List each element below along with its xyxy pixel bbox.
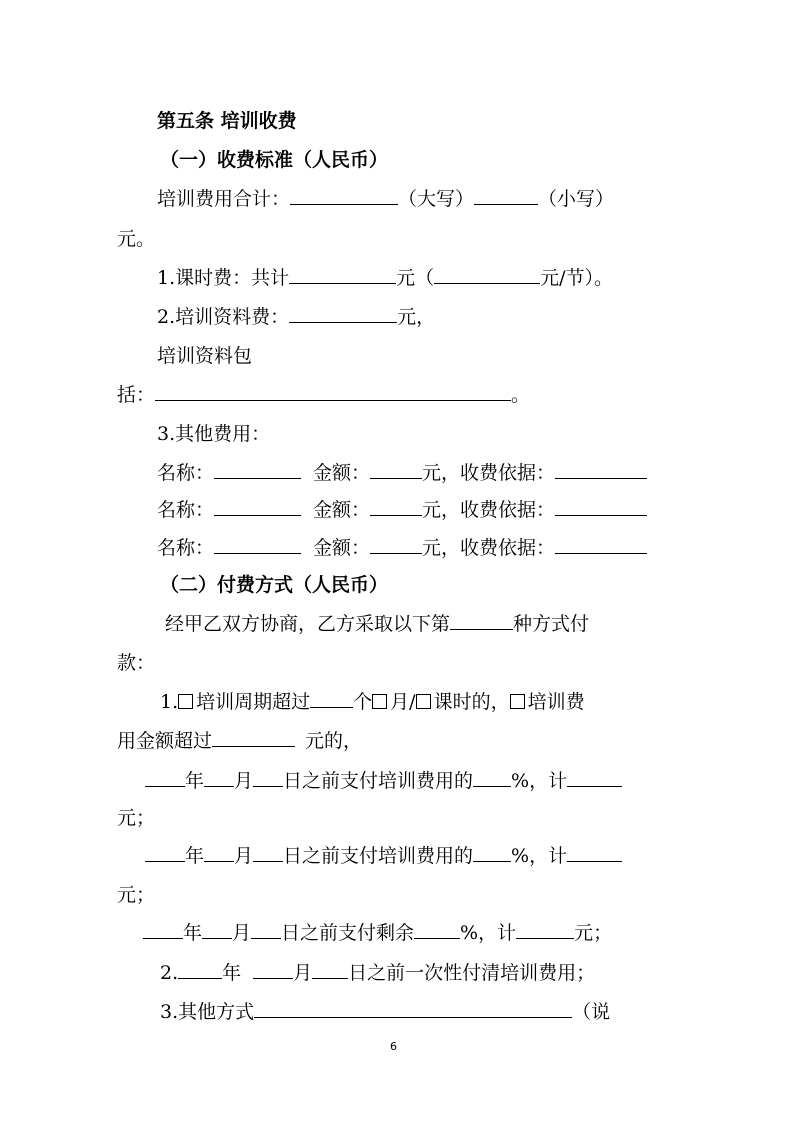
payment-option-blank[interactable] bbox=[450, 611, 513, 630]
remaining-percent-blank[interactable] bbox=[414, 920, 460, 939]
other-basis-blank[interactable] bbox=[555, 497, 647, 516]
month-blank[interactable] bbox=[204, 843, 234, 862]
remaining-amount-blank[interactable] bbox=[516, 920, 574, 939]
other-basis-label: 元，收费依据： bbox=[422, 462, 556, 484]
month-blank[interactable] bbox=[253, 960, 293, 979]
total-fee-line bbox=[157, 186, 614, 212]
other-method-blank[interactable] bbox=[254, 999, 572, 1018]
lesson-fee-line bbox=[157, 265, 613, 291]
remaining-unit: 元； bbox=[574, 922, 613, 944]
lesson-fee-label: 1.课时费：共计 bbox=[157, 267, 290, 289]
payment-intro-b: 种方式付 bbox=[513, 613, 590, 635]
total-lower-blank[interactable] bbox=[474, 186, 538, 205]
option1-prefix: 1. bbox=[160, 691, 179, 713]
option1-c: 月/ bbox=[390, 691, 416, 713]
fee-standard-heading: （一）收费标准（人民币） bbox=[160, 149, 389, 171]
other-fee-label: 3.其他费用： bbox=[157, 423, 271, 445]
other-amount-blank[interactable] bbox=[370, 535, 422, 554]
other-name-label: 名称： bbox=[157, 462, 215, 484]
month-label: 月 bbox=[234, 770, 254, 792]
other-amount-label: 金额： bbox=[313, 537, 371, 559]
day-blank[interactable] bbox=[253, 768, 283, 787]
other-fee-row bbox=[157, 535, 647, 561]
installment-amount-blank[interactable] bbox=[567, 843, 622, 862]
month-label: 月 bbox=[234, 845, 254, 867]
option2-line bbox=[160, 960, 595, 986]
period-checkbox[interactable] bbox=[178, 694, 193, 709]
amount-threshold-blank[interactable] bbox=[212, 728, 295, 747]
other-basis-blank[interactable] bbox=[555, 460, 647, 479]
payment-intro-a: 经甲乙双方协商，乙方采取以下第 bbox=[165, 613, 451, 635]
option3-line bbox=[160, 999, 610, 1025]
day-blank[interactable] bbox=[312, 960, 348, 979]
percent-blank[interactable] bbox=[473, 843, 511, 862]
other-amount-blank[interactable] bbox=[370, 497, 422, 516]
month-label: 月 bbox=[232, 922, 252, 944]
option3-label: 3.其他方式 bbox=[160, 1001, 255, 1023]
year-label: 年 bbox=[222, 962, 242, 984]
day-pay-label: 日之前支付培训费用的 bbox=[283, 770, 474, 792]
installment-line-1 bbox=[145, 768, 622, 794]
total-fee-label: 培训费用合计： bbox=[157, 188, 291, 210]
other-name-blank[interactable] bbox=[214, 535, 301, 554]
material-include-blank[interactable] bbox=[155, 382, 511, 401]
total-fee-unit: 元。 bbox=[117, 228, 156, 250]
installment-unit-2: 元； bbox=[117, 884, 156, 906]
period-blank[interactable] bbox=[310, 689, 353, 708]
month-checkbox[interactable] bbox=[372, 694, 387, 709]
payment-heading: （二）付费方式（人民币） bbox=[160, 574, 389, 596]
material-fee-unit: 元， bbox=[397, 306, 436, 328]
percent-blank[interactable] bbox=[473, 768, 511, 787]
installment-unit-1: 元； bbox=[117, 807, 156, 829]
installment-amount-blank[interactable] bbox=[567, 768, 622, 787]
other-name-blank[interactable] bbox=[214, 497, 301, 516]
option1-d: 课时的， bbox=[433, 691, 510, 713]
installment-line-2 bbox=[145, 843, 622, 869]
option2-prefix: 2. bbox=[160, 962, 179, 984]
option1-g: 元的， bbox=[305, 730, 363, 752]
total-lower-label: （小写） bbox=[538, 188, 615, 210]
month-label: 月 bbox=[293, 962, 313, 984]
lesson-checkbox[interactable] bbox=[416, 694, 431, 709]
payment-intro-line bbox=[165, 611, 589, 637]
other-fee-row bbox=[157, 460, 647, 486]
option1-line bbox=[160, 689, 585, 715]
material-fee-blank[interactable] bbox=[289, 304, 397, 323]
year-label: 年 bbox=[185, 845, 205, 867]
percent-total-label: %，计 bbox=[511, 770, 568, 792]
payment-intro-end: 款： bbox=[117, 652, 156, 674]
other-name-label: 名称： bbox=[157, 499, 215, 521]
option2-tail: 日之前一次性付清培训费用； bbox=[348, 962, 596, 984]
material-fee-line bbox=[157, 304, 435, 330]
day-blank[interactable] bbox=[253, 843, 283, 862]
option3-tail: （说 bbox=[572, 1001, 611, 1023]
material-fee-label: 2.培训资料费： bbox=[157, 306, 290, 328]
month-blank[interactable] bbox=[202, 920, 232, 939]
amount-checkbox[interactable] bbox=[510, 694, 525, 709]
other-fee-row bbox=[157, 497, 647, 523]
month-blank[interactable] bbox=[204, 768, 234, 787]
other-name-blank[interactable] bbox=[214, 460, 301, 479]
other-amount-label: 金额： bbox=[313, 462, 371, 484]
lesson-end: 元/节）。 bbox=[540, 267, 614, 289]
year-blank[interactable] bbox=[145, 768, 185, 787]
year-blank[interactable] bbox=[145, 843, 185, 862]
option1-amount-line bbox=[117, 728, 362, 754]
section-title: 第五条 培训收费 bbox=[157, 110, 297, 132]
percent-total-label: %，计 bbox=[511, 845, 568, 867]
day-rest-label: 日之前支付剩余 bbox=[281, 922, 415, 944]
option1-a: 培训周期超过 bbox=[196, 691, 311, 713]
option1-f: 用金额超过 bbox=[117, 730, 213, 752]
other-basis-blank[interactable] bbox=[555, 535, 647, 554]
other-basis-label: 元，收费依据： bbox=[422, 537, 556, 559]
installment-line-3 bbox=[143, 920, 612, 946]
total-upper-label: （大写） bbox=[398, 188, 475, 210]
other-amount-blank[interactable] bbox=[370, 460, 422, 479]
material-include-label: 培训资料包 bbox=[157, 345, 253, 367]
day-blank[interactable] bbox=[251, 920, 281, 939]
percent-total-rest-label: %，计 bbox=[460, 922, 517, 944]
year-blank[interactable] bbox=[143, 920, 183, 939]
other-amount-label: 金额： bbox=[313, 499, 371, 521]
other-name-label: 名称： bbox=[157, 537, 215, 559]
day-pay-label: 日之前支付培训费用的 bbox=[283, 845, 474, 867]
lesson-per-blank[interactable] bbox=[434, 265, 540, 284]
material-include-label-2: 括： bbox=[117, 384, 156, 406]
lesson-total-blank[interactable] bbox=[289, 265, 396, 284]
material-include-end: 。 bbox=[511, 384, 531, 406]
other-basis-label: 元，收费依据： bbox=[422, 499, 556, 521]
page-number: 6 bbox=[390, 1040, 397, 1053]
total-upper-blank[interactable] bbox=[290, 186, 398, 205]
year-blank[interactable] bbox=[178, 960, 222, 979]
option1-b: 个 bbox=[353, 691, 373, 713]
material-include-line bbox=[117, 382, 530, 408]
option1-e: 培训费 bbox=[527, 691, 585, 713]
year-label: 年 bbox=[185, 770, 205, 792]
lesson-mid: 元（ bbox=[396, 267, 435, 289]
year-label: 年 bbox=[183, 922, 203, 944]
